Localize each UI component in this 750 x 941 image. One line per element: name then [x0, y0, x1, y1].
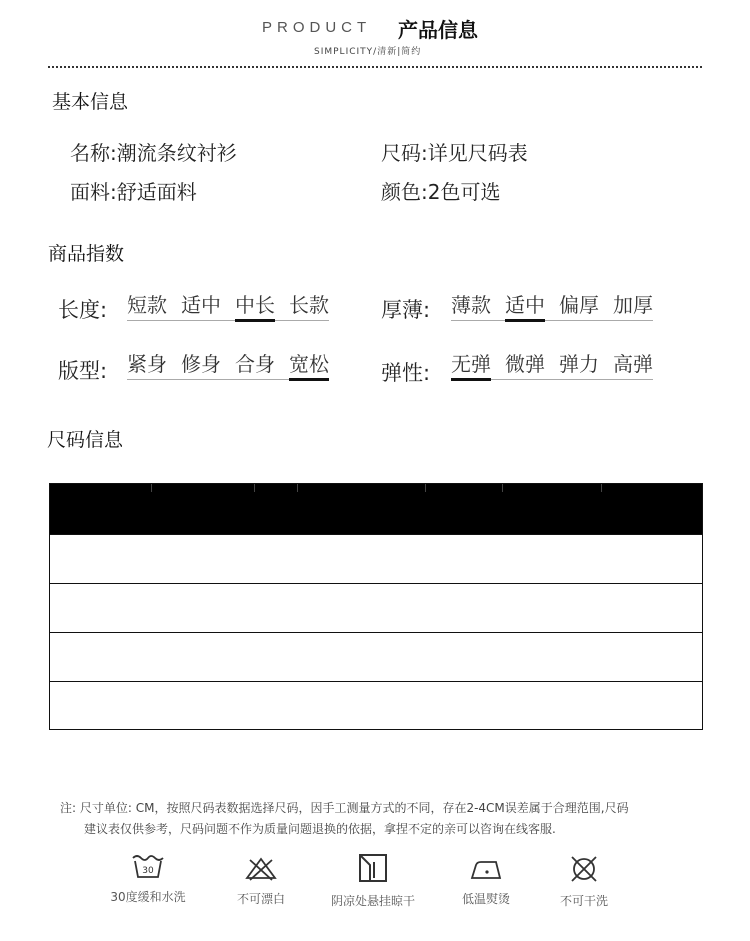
fit-option: 紧身 [127, 352, 167, 376]
care-item-wash [93, 852, 203, 906]
low-iron-icon [468, 856, 504, 882]
header-subtitle: SIMPLICITY/清新|简约 [314, 47, 422, 57]
care-label: 不可漂白 [236, 892, 285, 906]
note-line-1: 注: 尺寸单位: CM，按照尺码表数据选择尺码，因手工测量方式的不同，存在2-4CM误差属于合理范围,尺码 [60, 801, 629, 815]
wash-30-icon [131, 852, 165, 880]
care-label: 低温熨烫 [461, 892, 510, 906]
dotted-divider [48, 66, 702, 68]
fit-option-selected: 宽松 [289, 352, 329, 379]
basic-info-title: 基本信息 [52, 91, 129, 113]
fit-option: 修身 [181, 352, 221, 376]
elasticity-label: 弹性: [381, 361, 431, 385]
care-item-dry [318, 852, 428, 910]
shade-dry-icon [357, 852, 389, 884]
table-row [50, 681, 702, 730]
fit-scale [127, 352, 329, 380]
care-item-dryclean [529, 854, 639, 910]
table-row [50, 632, 702, 681]
length-option: 适中 [181, 293, 221, 317]
color-field [381, 176, 500, 205]
product-index-title: 商品指数 [48, 243, 125, 265]
size-info-title: 尺码信息 [47, 429, 124, 451]
size-table-header [50, 484, 702, 534]
thickness-option-selected: 适中 [505, 293, 545, 320]
size-value: 详见尺码表 [427, 141, 528, 165]
care-label: 30度缓和水洗 [110, 890, 186, 904]
thickness-label: 厚薄: [381, 298, 431, 322]
size-table [49, 483, 703, 730]
color-label: 颜色: [381, 180, 428, 204]
name-field [70, 137, 237, 166]
thickness-option: 偏厚 [559, 293, 599, 317]
length-option: 长款 [289, 293, 329, 317]
care-label: 阴凉处悬挂晾干 [330, 894, 415, 908]
table-row [50, 534, 702, 583]
header-title-en: PRODUCT [262, 19, 372, 36]
fabric-label: 面料: [70, 180, 117, 204]
length-label: 长度: [58, 298, 108, 322]
thickness-option: 加厚 [613, 293, 653, 317]
note-line-2: 建议表仅供参考，尺码问题不作为质量问题退换的依据，拿捏不定的亲可以咨询在线客服. [84, 822, 556, 836]
no-dry-clean-icon [568, 854, 600, 884]
fit-label: 版型: [58, 359, 108, 383]
size-field [381, 137, 528, 166]
no-bleach-icon [244, 856, 278, 882]
elasticity-scale [451, 352, 653, 380]
length-scale [127, 293, 329, 321]
size-note [60, 798, 700, 840]
fit-option: 合身 [235, 352, 275, 376]
care-item-iron [431, 856, 541, 908]
length-option-selected: 中长 [235, 293, 275, 320]
color-value: 2色可选 [427, 180, 501, 204]
elasticity-option: 高弹 [613, 352, 653, 376]
elasticity-option: 弹力 [559, 352, 599, 376]
thickness-scale [451, 293, 653, 321]
size-label: 尺码: [381, 141, 428, 165]
table-row [50, 583, 702, 632]
length-option: 短款 [127, 293, 167, 317]
name-label: 名称: [70, 141, 117, 165]
thickness-option: 薄款 [451, 293, 491, 317]
header-title-cn: 产品信息 [398, 18, 478, 42]
name-value: 潮流条纹衬衫 [116, 141, 237, 165]
elasticity-option: 微弹 [505, 352, 545, 376]
care-label: 不可干洗 [559, 894, 608, 908]
svg-text:30: 30 [142, 866, 154, 876]
fabric-field [70, 176, 197, 205]
elasticity-option-selected: 无弹 [451, 352, 491, 379]
fabric-value: 舒适面料 [116, 180, 197, 204]
care-item-bleach [206, 856, 316, 908]
